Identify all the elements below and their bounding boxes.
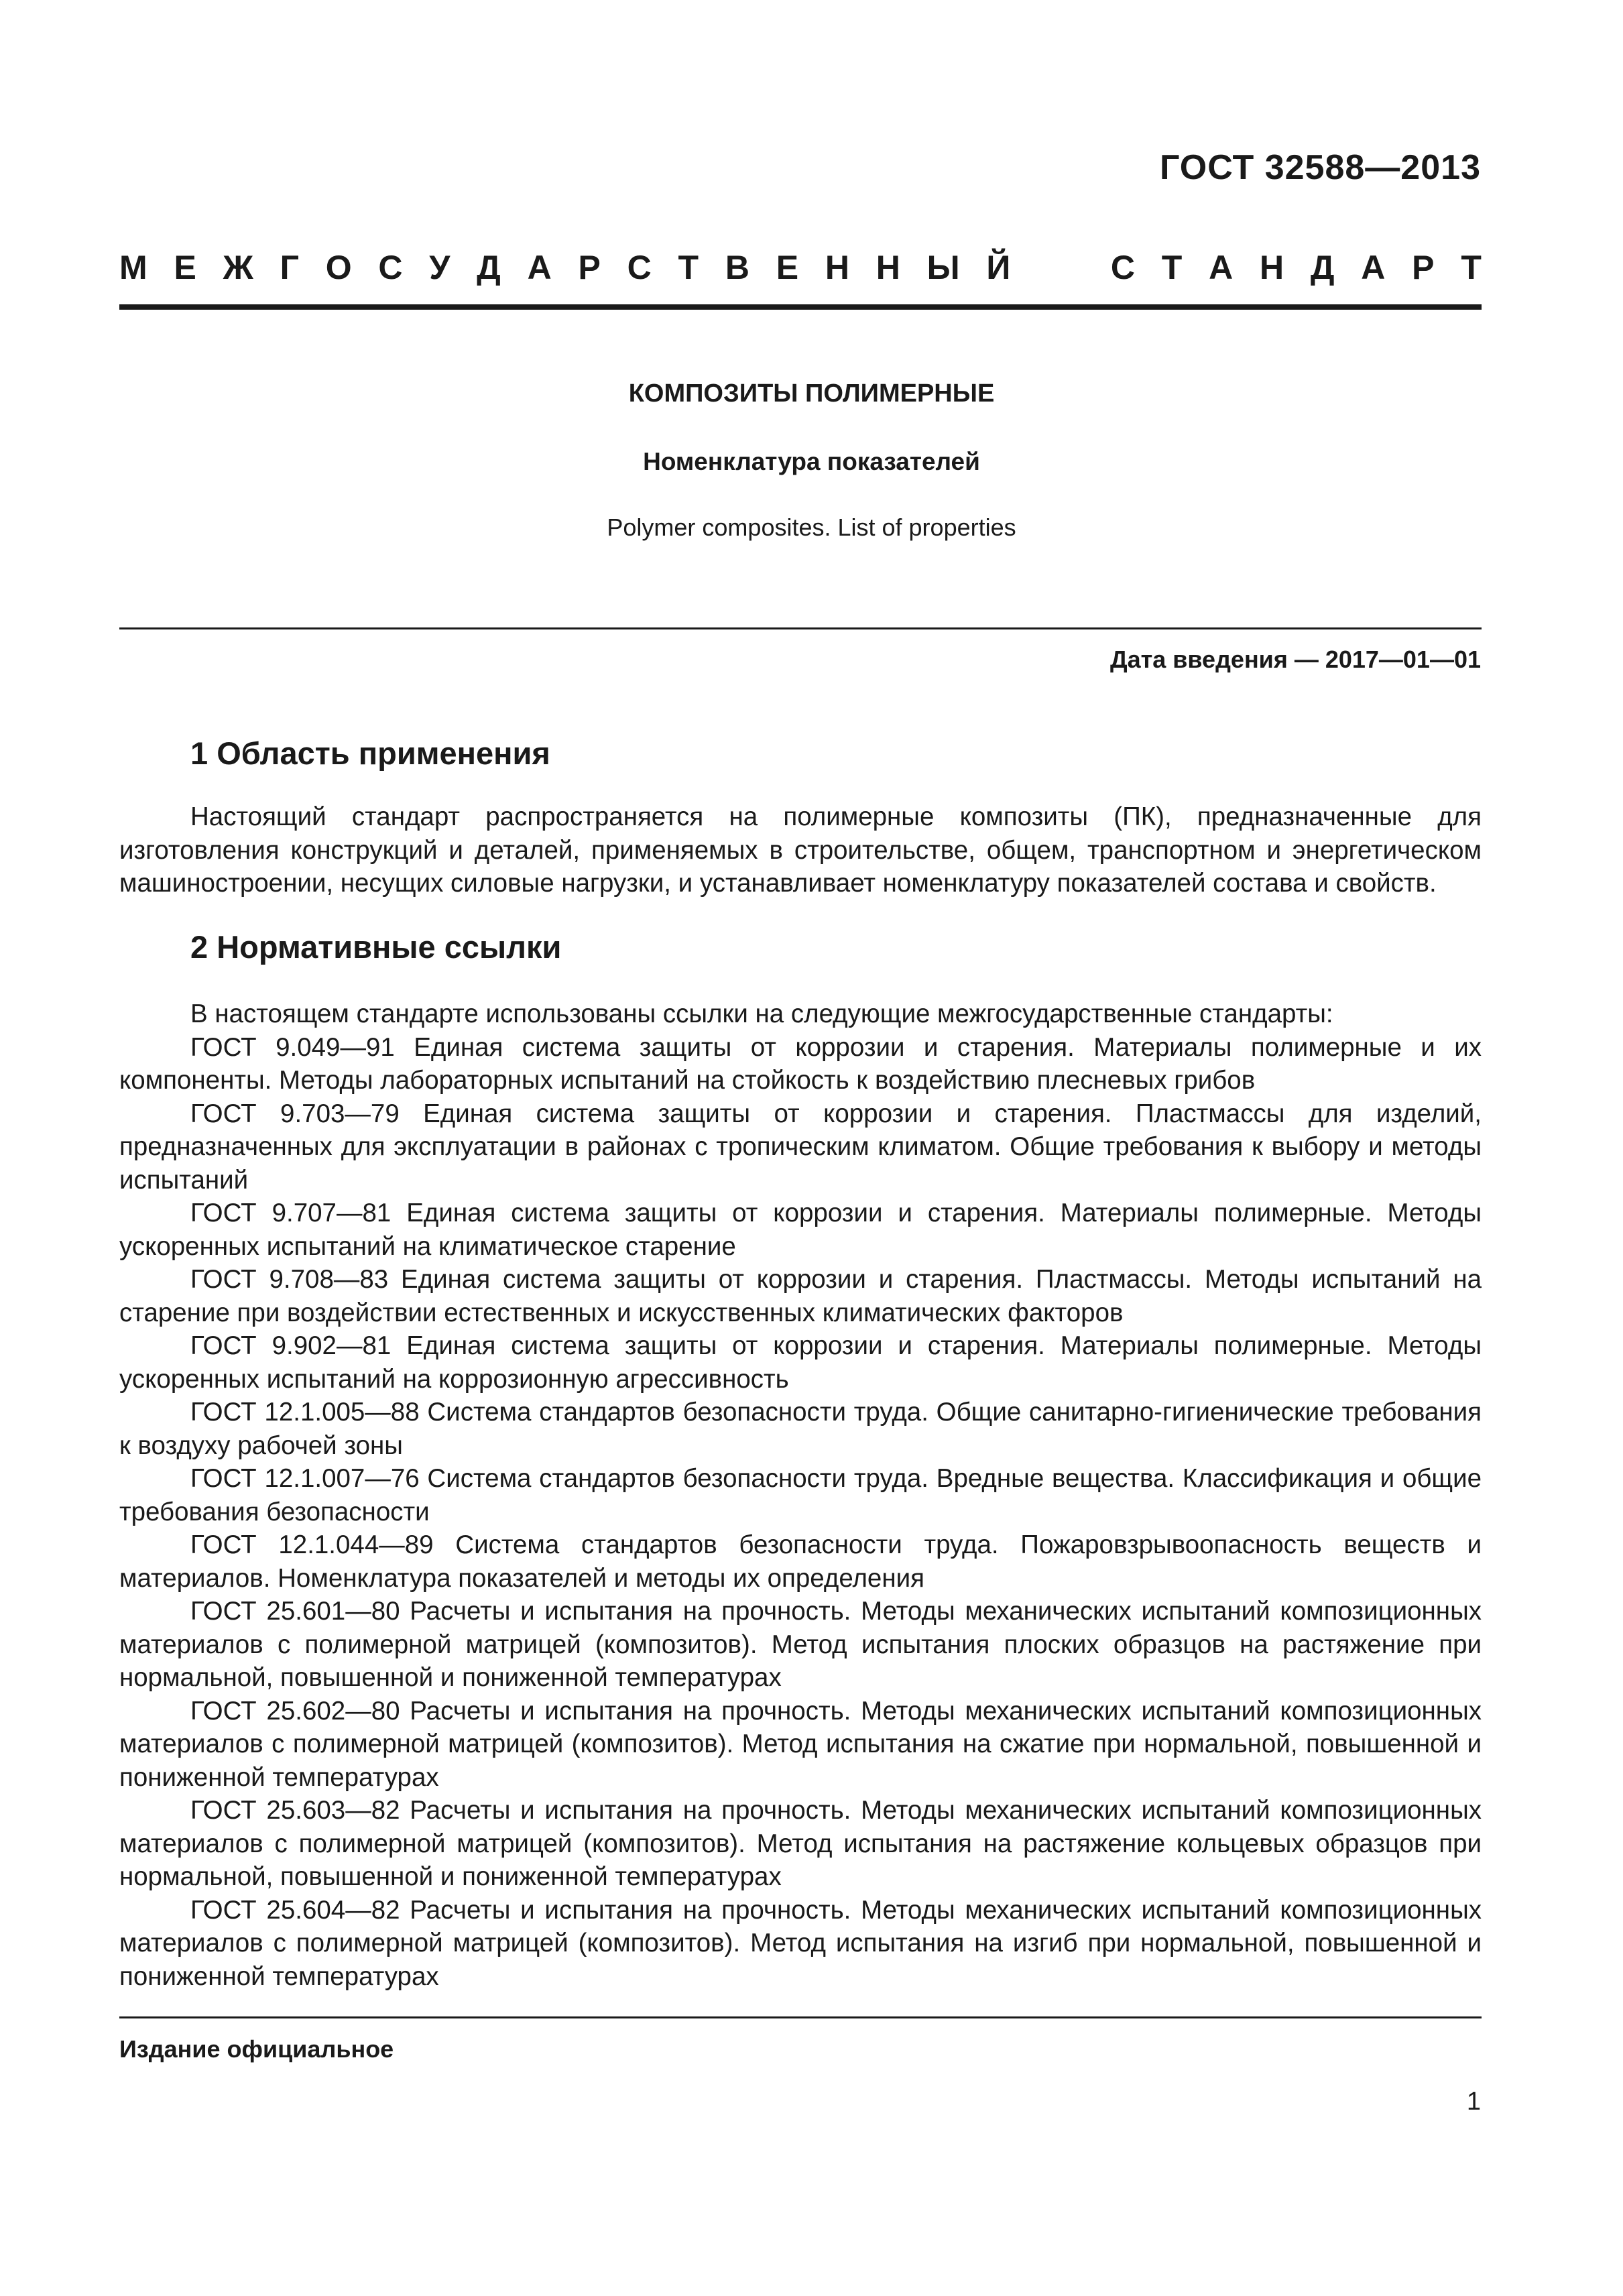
section-1-text: Настоящий стандарт распространяется на полимерные композиты (ПК), предназначенные для изготовления конструкций и деталей, применяемых в строительстве, общем, транспортном и энергетическом машиностроении, несущих силовые нагрузки, и устанавливает номенклатуру показателей состава и свойств. [119, 802, 1482, 898]
normative-references [119, 998, 1482, 1993]
reference-item: ГОСТ 9.708—83 Единая система защиты от коррозии и старения. Пластмассы. Методы испытаний на старение при воздействии естественных и искусственных климатических факторов [119, 1265, 1482, 1327]
banner-letter: С [378, 249, 403, 286]
banner-letter: Г [280, 249, 299, 286]
banner-letter: У [429, 249, 450, 286]
header-rule [119, 304, 1482, 310]
banner-letter: Н [1259, 249, 1284, 286]
footer-rule [119, 2016, 1482, 2018]
reference-item: ГОСТ 25.604—82 Расчеты и испытания на прочность. Методы механических испытаний композиционных материалов с полимерной матрицей (композитов). Метод испытания на изгиб при нормальной, повышенной и пониженной температурах [119, 1895, 1482, 1991]
standard-code: ГОСТ 32588—2013 [1160, 148, 1481, 187]
document-title: КОМПОЗИТЫ ПОЛИМЕРНЫЕ [628, 379, 995, 408]
banner-letter: О [325, 249, 352, 286]
banner-letter: Е [776, 249, 799, 286]
banner-letter: Т [1161, 249, 1183, 286]
banner-letter: Р [578, 249, 601, 286]
banner-letter: А [527, 249, 552, 286]
banner-letter: В [725, 249, 749, 286]
section-1-heading: 1 Область применения [190, 735, 550, 771]
banner-letter: Е [174, 249, 196, 286]
reference-item: ГОСТ 12.1.005—88 Система стандартов безопасности труда. Общие санитарно-гигиенические требования к воздуху рабочей зоны [119, 1398, 1482, 1460]
banner-letter: Р [1412, 249, 1435, 286]
banner-letter: С [627, 249, 652, 286]
banner-letter: Д [1310, 249, 1335, 286]
banner-letter: Ы [926, 249, 960, 286]
reference-item: ГОСТ 9.703—79 Единая система защиты от коррозии и старения. Пластмассы для изделий, предназначенных для эксплуатации в районах с тропическим климатом. Общие требования к выбору и методы испытаний [119, 1099, 1482, 1195]
banner-letter: Й [986, 249, 1011, 286]
official-edition-label: Издание официальное [119, 2035, 394, 2063]
english-title: Polymer composites. List of properties [607, 513, 1016, 541]
banner-letter: Т [1461, 249, 1482, 286]
page-number: 1 [1466, 2088, 1481, 2116]
banner-letter: А [1209, 249, 1234, 286]
banner-letter: Н [876, 249, 900, 286]
section-2-heading: 2 Нормативные ссылки [190, 929, 562, 965]
reference-item: ГОСТ 9.902—81 Единая система защиты от коррозии и старения. Материалы полимерные. Методы ускоренных испытаний на коррозионную агрессивность [119, 1331, 1482, 1394]
reference-item: ГОСТ 25.602—80 Расчеты и испытания на прочность. Методы механических испытаний композиционных материалов с полимерной матрицей (композитов). Метод испытания на сжатие при нормальной, повышенной и пониженной температурах [119, 1696, 1482, 1792]
banner-letter: Т [678, 249, 699, 286]
interstate-standard-banner [119, 248, 1482, 287]
banner-letter: Д [477, 249, 501, 286]
banner-letter: С [1110, 249, 1135, 286]
banner-letter: Ж [223, 249, 253, 286]
reference-item: ГОСТ 12.1.007—76 Система стандартов безопасности труда. Вредные вещества. Классификация и общие требования безопасности [119, 1464, 1482, 1526]
reference-item: ГОСТ 25.603—82 Расчеты и испытания на прочность. Методы механических испытаний композиционных материалов с полимерной матрицей (композитов). Метод испытания на растяжение кольцевых образцов при нормальной, повышенной и пониженной температурах [119, 1796, 1482, 1891]
banner-word-gap [1037, 248, 1084, 287]
reference-item: ГОСТ 25.601—80 Расчеты и испытания на прочность. Методы механических испытаний композиционных материалов с полимерной матрицей (композитов). Метод испытания плоских образцов на растяжение при нормальной, повышенной и пониженной температурах [119, 1597, 1482, 1692]
document-subtitle: Номенклатура показателей [643, 448, 980, 475]
reference-item: ГОСТ 12.1.044—89 Система стандартов безопасности труда. Пожаровзрывоопасность веществ и материалов. Номенклатура показателей и методы их определения [119, 1530, 1482, 1593]
banner-letter: М [119, 249, 147, 286]
banner-letter: А [1361, 249, 1386, 286]
banner-letter: Н [825, 249, 849, 286]
reference-item: ГОСТ 9.707—81 Единая система защиты от коррозии и старения. Материалы полимерные. Методы ускоренных испытаний на климатическое старение [119, 1199, 1482, 1261]
references-intro: В настоящем стандарте использованы ссылки на следующие межгосударственные стандарты: [190, 1000, 1333, 1028]
reference-item: ГОСТ 9.049—91 Единая система защиты от коррозии и старения. Материалы полимерные и их компоненты. Методы лабораторных испытаний на стойкость к воздействию плесневых грибов [119, 1032, 1482, 1095]
title-rule [119, 627, 1482, 629]
introduction-date: Дата введения — 2017—01—01 [1109, 646, 1481, 673]
